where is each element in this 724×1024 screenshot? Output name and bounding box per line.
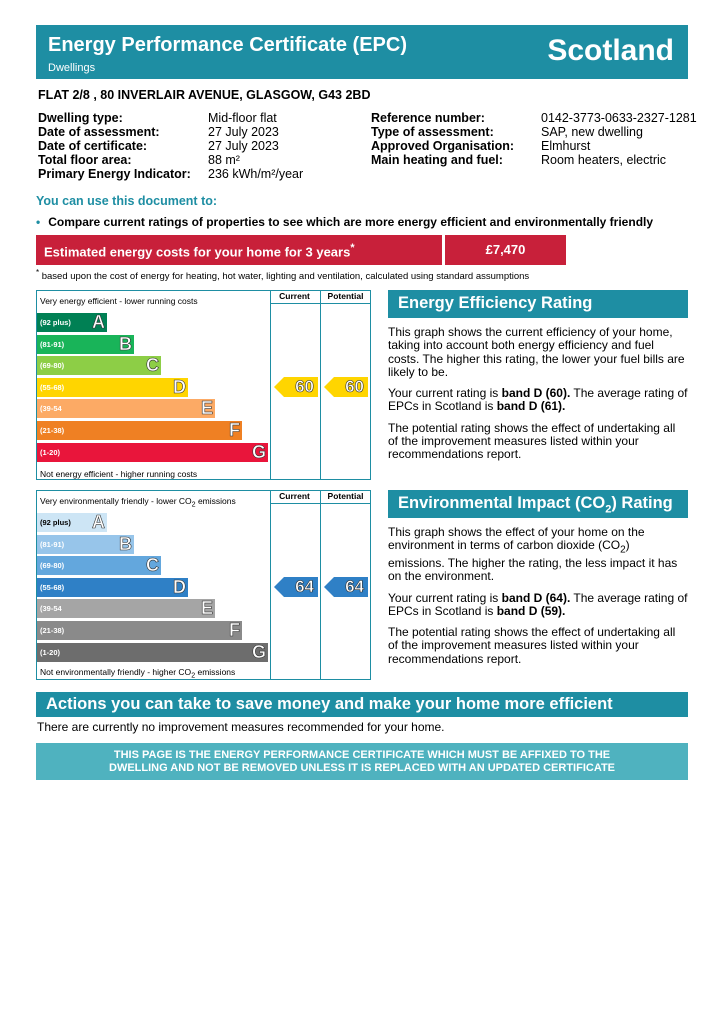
document-subtitle: Dwellings bbox=[48, 62, 96, 74]
chart-top-caption bbox=[40, 496, 236, 509]
chart-bottom-caption: Not energy efficient - higher running costs bbox=[40, 469, 198, 479]
rating-band-e bbox=[37, 399, 215, 418]
subscript: 2 bbox=[620, 544, 626, 556]
band-letter: G bbox=[251, 441, 266, 462]
asterisk: * bbox=[36, 268, 40, 277]
details-right bbox=[371, 111, 701, 167]
text: This graph shows the effect of your home on the environment in terms of carbon dioxide (CO bbox=[388, 525, 645, 553]
chart-top-caption: Very energy efficient - lower running costs bbox=[40, 296, 198, 306]
environmental-rating-desc bbox=[388, 526, 688, 584]
environmental-rating-panel bbox=[388, 490, 688, 666]
text: Your current rating is bbox=[388, 386, 502, 401]
rating-band-d bbox=[37, 578, 188, 597]
environmental-rating-title bbox=[388, 490, 688, 518]
rating-band-c bbox=[37, 356, 161, 375]
detail-label: Date of certificate: bbox=[38, 139, 148, 153]
title-text: Environmental Impact (CO bbox=[398, 494, 606, 512]
band-range: (39-54 bbox=[40, 604, 62, 614]
energy-rating-current bbox=[388, 387, 688, 414]
country-label: Scotland bbox=[547, 34, 674, 67]
use-document-bullet bbox=[36, 215, 653, 229]
use-document-heading: You can use this document to: bbox=[36, 194, 218, 208]
detail-row bbox=[38, 153, 358, 167]
detail-row bbox=[371, 139, 701, 153]
potential-rating-value: 60 bbox=[345, 377, 364, 397]
rating-band-f bbox=[37, 421, 242, 440]
band-letter: B bbox=[119, 333, 132, 354]
bullet-icon: • bbox=[36, 215, 41, 229]
current-rating-arrow bbox=[274, 577, 318, 597]
detail-label: Type of assessment: bbox=[371, 125, 494, 139]
band-range: (1-20) bbox=[40, 647, 61, 657]
band-letter: F bbox=[229, 620, 240, 640]
current-band: band D (64). bbox=[501, 590, 571, 605]
rating-band-b bbox=[37, 335, 134, 354]
band-range: (39-54 bbox=[40, 404, 62, 414]
average-band: band D (61). bbox=[496, 399, 566, 414]
energy-rating-panel bbox=[388, 290, 688, 462]
band-range: (92 plus) bbox=[40, 518, 71, 527]
detail-value: 0142-3773-0633-2327-1281 bbox=[541, 111, 697, 125]
title-subscript: 2 bbox=[605, 503, 612, 516]
energy-cost-label-text: Estimated energy costs for your home for 3 years bbox=[44, 244, 351, 260]
energy-rating-title: Energy Efficiency Rating bbox=[388, 290, 688, 318]
title-text-end: ) Rating bbox=[611, 494, 673, 512]
environmental-rating-current bbox=[388, 592, 688, 619]
text: ) emissions. The higher the rating, the less impact it has on the environment. bbox=[388, 538, 678, 584]
header-divider bbox=[270, 303, 371, 304]
current-rating-value: 64 bbox=[295, 577, 314, 597]
rating-band-d bbox=[37, 378, 188, 397]
rating-band-g bbox=[37, 443, 268, 462]
asterisk: * bbox=[350, 242, 355, 254]
caption-text: Not environmentally friendly - higher CO bbox=[40, 667, 192, 677]
band-letter: D bbox=[173, 576, 186, 597]
detail-row bbox=[38, 167, 358, 181]
rating-band-e bbox=[37, 599, 215, 618]
chart-bottom-caption bbox=[40, 667, 235, 680]
rating-band-b bbox=[37, 535, 134, 554]
footer-notice bbox=[36, 743, 688, 780]
footer-line: THIS PAGE IS THE ENERGY PERFORMANCE CERTIFICATE WHICH MUST BE AFFIXED TO THE bbox=[113, 749, 611, 761]
detail-label: Main heating and fuel: bbox=[371, 153, 503, 167]
energy-rating-potential: The potential rating shows the effect of undertaking all of the improvement measures listed within your recommendations report. bbox=[388, 420, 676, 462]
actions-heading: Actions you can take to save money and make your home more efficient bbox=[36, 692, 688, 717]
band-range: (1-20) bbox=[40, 447, 61, 457]
detail-label: Reference number: bbox=[371, 111, 485, 125]
caption-subscript: 2 bbox=[191, 671, 196, 680]
current-column-header: Current bbox=[279, 291, 310, 301]
detail-row bbox=[38, 125, 358, 139]
current-column-header: Current bbox=[279, 491, 310, 501]
detail-row bbox=[38, 139, 358, 153]
caption-text: Very environmentally friendly - lower CO bbox=[40, 496, 192, 506]
rating-band-a bbox=[37, 513, 107, 532]
column-divider bbox=[320, 491, 321, 679]
band-range: (81-91) bbox=[40, 339, 65, 349]
potential-rating-arrow bbox=[324, 377, 368, 397]
detail-row bbox=[371, 111, 701, 125]
text: The average rating of EPCs in Scotland is bbox=[388, 590, 688, 618]
rating-band-f bbox=[37, 621, 242, 640]
detail-value: Elmhurst bbox=[541, 139, 591, 153]
rating-band-c bbox=[37, 556, 161, 575]
band-range: (21-38) bbox=[40, 426, 65, 435]
band-range: (81-91) bbox=[40, 539, 65, 549]
energy-cost-bar bbox=[36, 235, 566, 265]
column-divider bbox=[270, 291, 271, 479]
details-left bbox=[38, 111, 358, 181]
bullet-text: Compare current ratings of properties to see which are more energy efficient and environmentally friendly bbox=[48, 215, 654, 229]
document-title: Energy Performance Certificate (EPC) bbox=[48, 34, 408, 56]
band-range: (92 plus) bbox=[40, 318, 71, 327]
caption-subscript: 2 bbox=[191, 500, 196, 509]
potential-rating-arrow bbox=[324, 577, 368, 597]
header-banner bbox=[36, 25, 688, 79]
detail-value: 88 m² bbox=[208, 153, 240, 167]
detail-value: Room heaters, electric bbox=[541, 153, 667, 167]
current-rating-arrow bbox=[274, 377, 318, 397]
energy-cost-note-text: based upon the cost of energy for heating, hot water, lighting and ventilation, calculated using standard assumptions bbox=[39, 271, 530, 283]
energy-cost-label bbox=[36, 235, 442, 265]
average-band: band D (59). bbox=[496, 603, 566, 618]
header-divider bbox=[270, 503, 371, 504]
potential-column-header: Potential bbox=[327, 491, 364, 501]
caption-text-end: emissions bbox=[195, 667, 236, 677]
band-letter: A bbox=[92, 512, 105, 532]
potential-column-header: Potential bbox=[327, 291, 364, 301]
band-range: (55-68) bbox=[40, 582, 65, 592]
band-letter: A bbox=[92, 312, 105, 332]
detail-label: Total floor area: bbox=[38, 153, 132, 167]
detail-label: Date of assessment: bbox=[38, 125, 160, 139]
text: Your current rating is bbox=[388, 590, 502, 605]
potential-rating-value: 64 bbox=[345, 577, 364, 597]
detail-value: 27 July 2023 bbox=[208, 125, 279, 139]
environmental-rating-potential: The potential rating shows the effect of undertaking all of the improvement measures listed within your recommendations report. bbox=[388, 625, 676, 666]
band-letter: C bbox=[146, 555, 159, 576]
band-range: (55-68) bbox=[40, 382, 65, 392]
detail-value: SAP, new dwelling bbox=[541, 125, 643, 139]
band-letter: F bbox=[229, 420, 240, 440]
caption-text-end: emissions bbox=[195, 496, 236, 506]
column-divider bbox=[320, 291, 321, 479]
band-range: (69-80) bbox=[40, 561, 65, 571]
band-letter: D bbox=[173, 376, 186, 397]
column-divider bbox=[270, 491, 271, 679]
energy-efficiency-chart bbox=[36, 290, 371, 480]
current-band: band D (60). bbox=[501, 386, 571, 401]
detail-value: Mid-floor flat bbox=[208, 111, 277, 125]
band-letter: E bbox=[200, 398, 213, 419]
band-range: (21-38) bbox=[40, 626, 65, 635]
detail-label: Primary Energy Indicator: bbox=[38, 167, 191, 181]
detail-label: Approved Organisation: bbox=[371, 139, 515, 153]
detail-value: 236 kWh/m²/year bbox=[208, 167, 304, 181]
energy-rating-desc: This graph shows the current efficiency of your home, taking into account both energy efficiency and fuel costs. The higher this rating, the lower your fuel bills are likely to be. bbox=[388, 325, 685, 379]
band-letter: C bbox=[146, 355, 159, 376]
band-letter: E bbox=[200, 598, 213, 619]
band-letter: B bbox=[119, 533, 132, 554]
band-range: (69-80) bbox=[40, 361, 65, 371]
current-rating-value: 60 bbox=[295, 377, 314, 397]
energy-cost-note bbox=[36, 268, 529, 282]
environmental-impact-chart bbox=[36, 490, 371, 680]
rating-band-a bbox=[37, 313, 107, 332]
actions-text: There are currently no improvement measures recommended for your home. bbox=[37, 720, 445, 734]
detail-row bbox=[371, 153, 701, 167]
energy-cost-value: £7,470 bbox=[445, 235, 566, 265]
band-letter: G bbox=[251, 641, 266, 662]
detail-row bbox=[371, 125, 701, 139]
detail-row bbox=[38, 111, 358, 125]
text: The average rating of EPCs in Scotland is bbox=[388, 386, 688, 414]
footer-line: DWELLING AND NOT BE REMOVED UNLESS IT IS REPLACED WITH AN UPDATED CERTIFICATE bbox=[109, 762, 615, 774]
detail-value: 27 July 2023 bbox=[208, 139, 279, 153]
rating-band-g bbox=[37, 643, 268, 662]
property-address: FLAT 2/8 , 80 INVERLAIR AVENUE, GLASGOW, G43 2BD bbox=[38, 88, 371, 102]
detail-label: Dwelling type: bbox=[38, 111, 123, 125]
